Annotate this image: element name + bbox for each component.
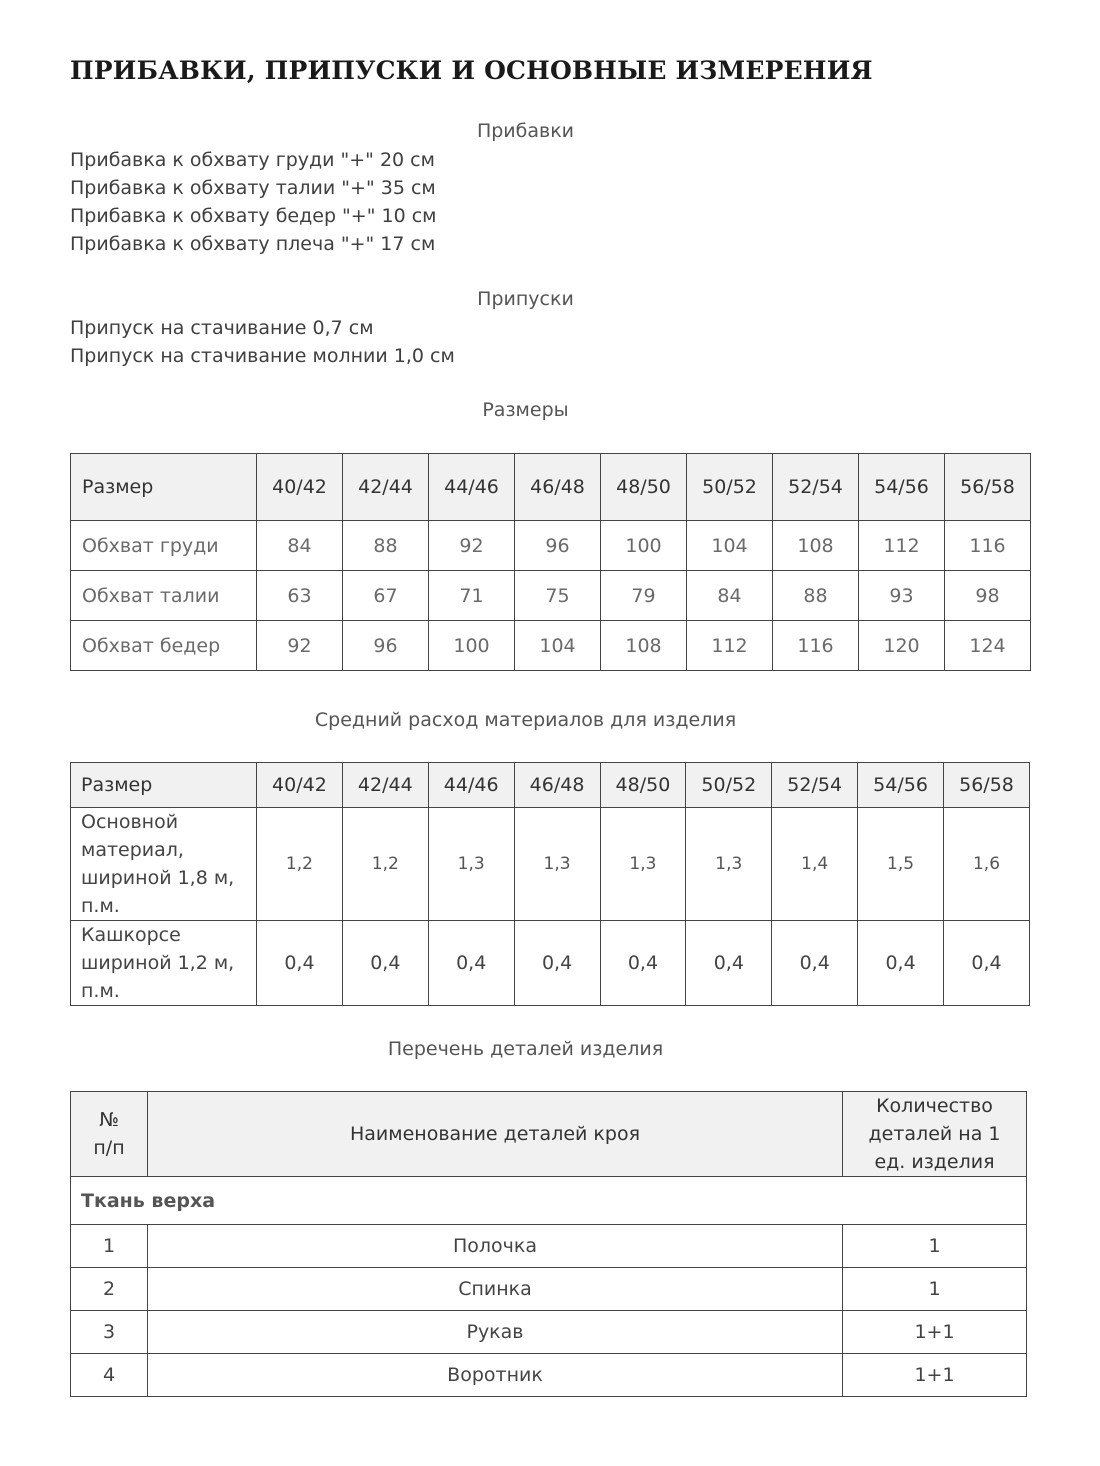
header-label: Размер [71, 763, 257, 808]
row-label-line: материал, [81, 839, 184, 861]
size-header: 42/44 [343, 454, 429, 521]
allowance-item: Прибавка к обхвату талии "+" 35 см [70, 177, 436, 199]
row-label [71, 808, 257, 921]
table-header-row [71, 1092, 1027, 1177]
table-row [71, 571, 1031, 621]
materials-heading: Средний расход материалов для изделия [314, 709, 737, 731]
cell-value: 100 [601, 521, 687, 571]
table-header-row [71, 454, 1031, 521]
header-line: № [99, 1109, 119, 1131]
part-quantity: 1 [843, 1268, 1027, 1311]
allowance-item: Прибавка к обхвату плеча "+" 17 см [70, 233, 436, 255]
col-quantity-header [843, 1092, 1027, 1177]
row-label-line: шириной 1,2 м, [81, 952, 235, 974]
table-row [71, 621, 1031, 671]
cell-value: 1,3 [514, 808, 600, 921]
part-name: Спинка [148, 1268, 843, 1311]
cell-value: 92 [429, 521, 515, 571]
row-label-line: Основной [81, 811, 179, 833]
cell-value: 0,4 [600, 921, 686, 1006]
size-header: 40/42 [257, 454, 343, 521]
table-header-row [71, 763, 1030, 808]
cell-value: 98 [945, 571, 1031, 621]
cell-value: 0,4 [514, 921, 600, 1006]
size-header: 54/56 [858, 763, 944, 808]
sizes-table [70, 453, 1031, 671]
size-header: 46/48 [515, 454, 601, 521]
materials-table [70, 762, 1030, 1006]
size-header: 48/50 [601, 454, 687, 521]
cell-value: 0,4 [257, 921, 343, 1006]
cell-value: 0,4 [686, 921, 772, 1006]
table-row [71, 1311, 1027, 1354]
size-header: 50/52 [686, 763, 772, 808]
row-label: Обхват талии [71, 571, 257, 621]
table-row [71, 921, 1030, 1006]
part-name: Воротник [148, 1354, 843, 1397]
size-header: 52/54 [773, 454, 859, 521]
size-header: 48/50 [600, 763, 686, 808]
allowances-heading: Прибавки [476, 120, 575, 142]
cell-value: 1,3 [600, 808, 686, 921]
part-quantity: 1+1 [843, 1311, 1027, 1354]
cell-value: 79 [601, 571, 687, 621]
row-label-line: Кашкорсе [81, 924, 181, 946]
seam-allowances-heading: Припуски [477, 288, 574, 310]
part-quantity: 1 [843, 1225, 1027, 1268]
cell-value: 108 [601, 621, 687, 671]
cell-value: 88 [343, 521, 429, 571]
size-header: 42/44 [342, 763, 428, 808]
allowance-item: Прибавка к обхвату груди "+" 20 см [70, 149, 435, 171]
cell-value: 75 [515, 571, 601, 621]
parts-table [70, 1091, 1027, 1397]
cell-value: 88 [773, 571, 859, 621]
header-line: деталей на 1 [868, 1123, 1001, 1145]
cell-value: 112 [859, 521, 945, 571]
table-row [71, 808, 1030, 921]
header-line: ед. изделия [874, 1151, 995, 1173]
cell-value: 1,6 [944, 808, 1030, 921]
part-number: 3 [71, 1311, 148, 1354]
parts-heading: Перечень деталей изделия [387, 1038, 664, 1060]
cell-value: 93 [859, 571, 945, 621]
cell-value: 96 [343, 621, 429, 671]
cell-value: 0,4 [858, 921, 944, 1006]
cell-value: 104 [515, 621, 601, 671]
part-number: 1 [71, 1225, 148, 1268]
seam-allowance-item: Припуск на стачивание 0,7 см [70, 317, 374, 339]
row-label-line: п.м. [81, 980, 120, 1002]
cell-value: 0,4 [944, 921, 1030, 1006]
part-name: Полочка [148, 1225, 843, 1268]
cell-value: 104 [687, 521, 773, 571]
cell-value: 0,4 [342, 921, 428, 1006]
cell-value: 100 [429, 621, 515, 671]
part-name: Рукав [148, 1311, 843, 1354]
row-label: Обхват груди [71, 521, 257, 571]
cell-value: 84 [257, 521, 343, 571]
size-header: 54/56 [859, 454, 945, 521]
part-number: 4 [71, 1354, 148, 1397]
cell-value: 1,2 [257, 808, 343, 921]
cell-value: 1,2 [342, 808, 428, 921]
table-row [71, 521, 1031, 571]
size-header: 56/58 [944, 763, 1030, 808]
size-header: 56/58 [945, 454, 1031, 521]
size-header: 44/46 [429, 454, 515, 521]
row-label: Обхват бедер [71, 621, 257, 671]
table-row [71, 1354, 1027, 1397]
col-number-header [71, 1092, 148, 1177]
row-label-line: шириной 1,8 м, [81, 867, 235, 889]
cell-value: 116 [945, 521, 1031, 571]
group-label: Ткань верха [71, 1177, 1027, 1225]
seam-allowance-item: Припуск на стачивание молнии 1,0 см [70, 345, 455, 367]
cell-value: 96 [515, 521, 601, 571]
header-line: п/п [93, 1137, 125, 1159]
page-title: ПРИБАВКИ, ПРИПУСКИ И ОСНОВНЫЕ ИЗМЕРЕНИЯ [70, 56, 873, 85]
cell-value: 112 [687, 621, 773, 671]
part-quantity: 1+1 [843, 1354, 1027, 1397]
cell-value: 108 [773, 521, 859, 571]
row-label [71, 921, 257, 1006]
cell-value: 1,3 [686, 808, 772, 921]
header-line: Количество [876, 1095, 993, 1117]
allowance-item: Прибавка к обхвату бедер "+" 10 см [70, 205, 437, 227]
cell-value: 71 [429, 571, 515, 621]
cell-value: 0,4 [772, 921, 858, 1006]
col-name-header: Наименование деталей кроя [148, 1092, 843, 1177]
size-header: 40/42 [257, 763, 343, 808]
group-row [71, 1177, 1027, 1225]
part-number: 2 [71, 1268, 148, 1311]
cell-value: 1,3 [428, 808, 514, 921]
row-label-line: п.м. [81, 895, 120, 917]
size-header: 46/48 [514, 763, 600, 808]
header-label: Размер [71, 454, 257, 521]
cell-value: 124 [945, 621, 1031, 671]
cell-value: 84 [687, 571, 773, 621]
table-row [71, 1225, 1027, 1268]
seam-allowances-list [70, 314, 455, 370]
allowances-list [70, 146, 436, 258]
sizes-heading: Размеры [482, 399, 569, 421]
size-header: 44/46 [428, 763, 514, 808]
cell-value: 1,4 [772, 808, 858, 921]
size-header: 50/52 [687, 454, 773, 521]
cell-value: 1,5 [858, 808, 944, 921]
cell-value: 0,4 [428, 921, 514, 1006]
table-row [71, 1268, 1027, 1311]
cell-value: 63 [257, 571, 343, 621]
size-header: 52/54 [772, 763, 858, 808]
cell-value: 92 [257, 621, 343, 671]
cell-value: 116 [773, 621, 859, 671]
cell-value: 120 [859, 621, 945, 671]
cell-value: 67 [343, 571, 429, 621]
